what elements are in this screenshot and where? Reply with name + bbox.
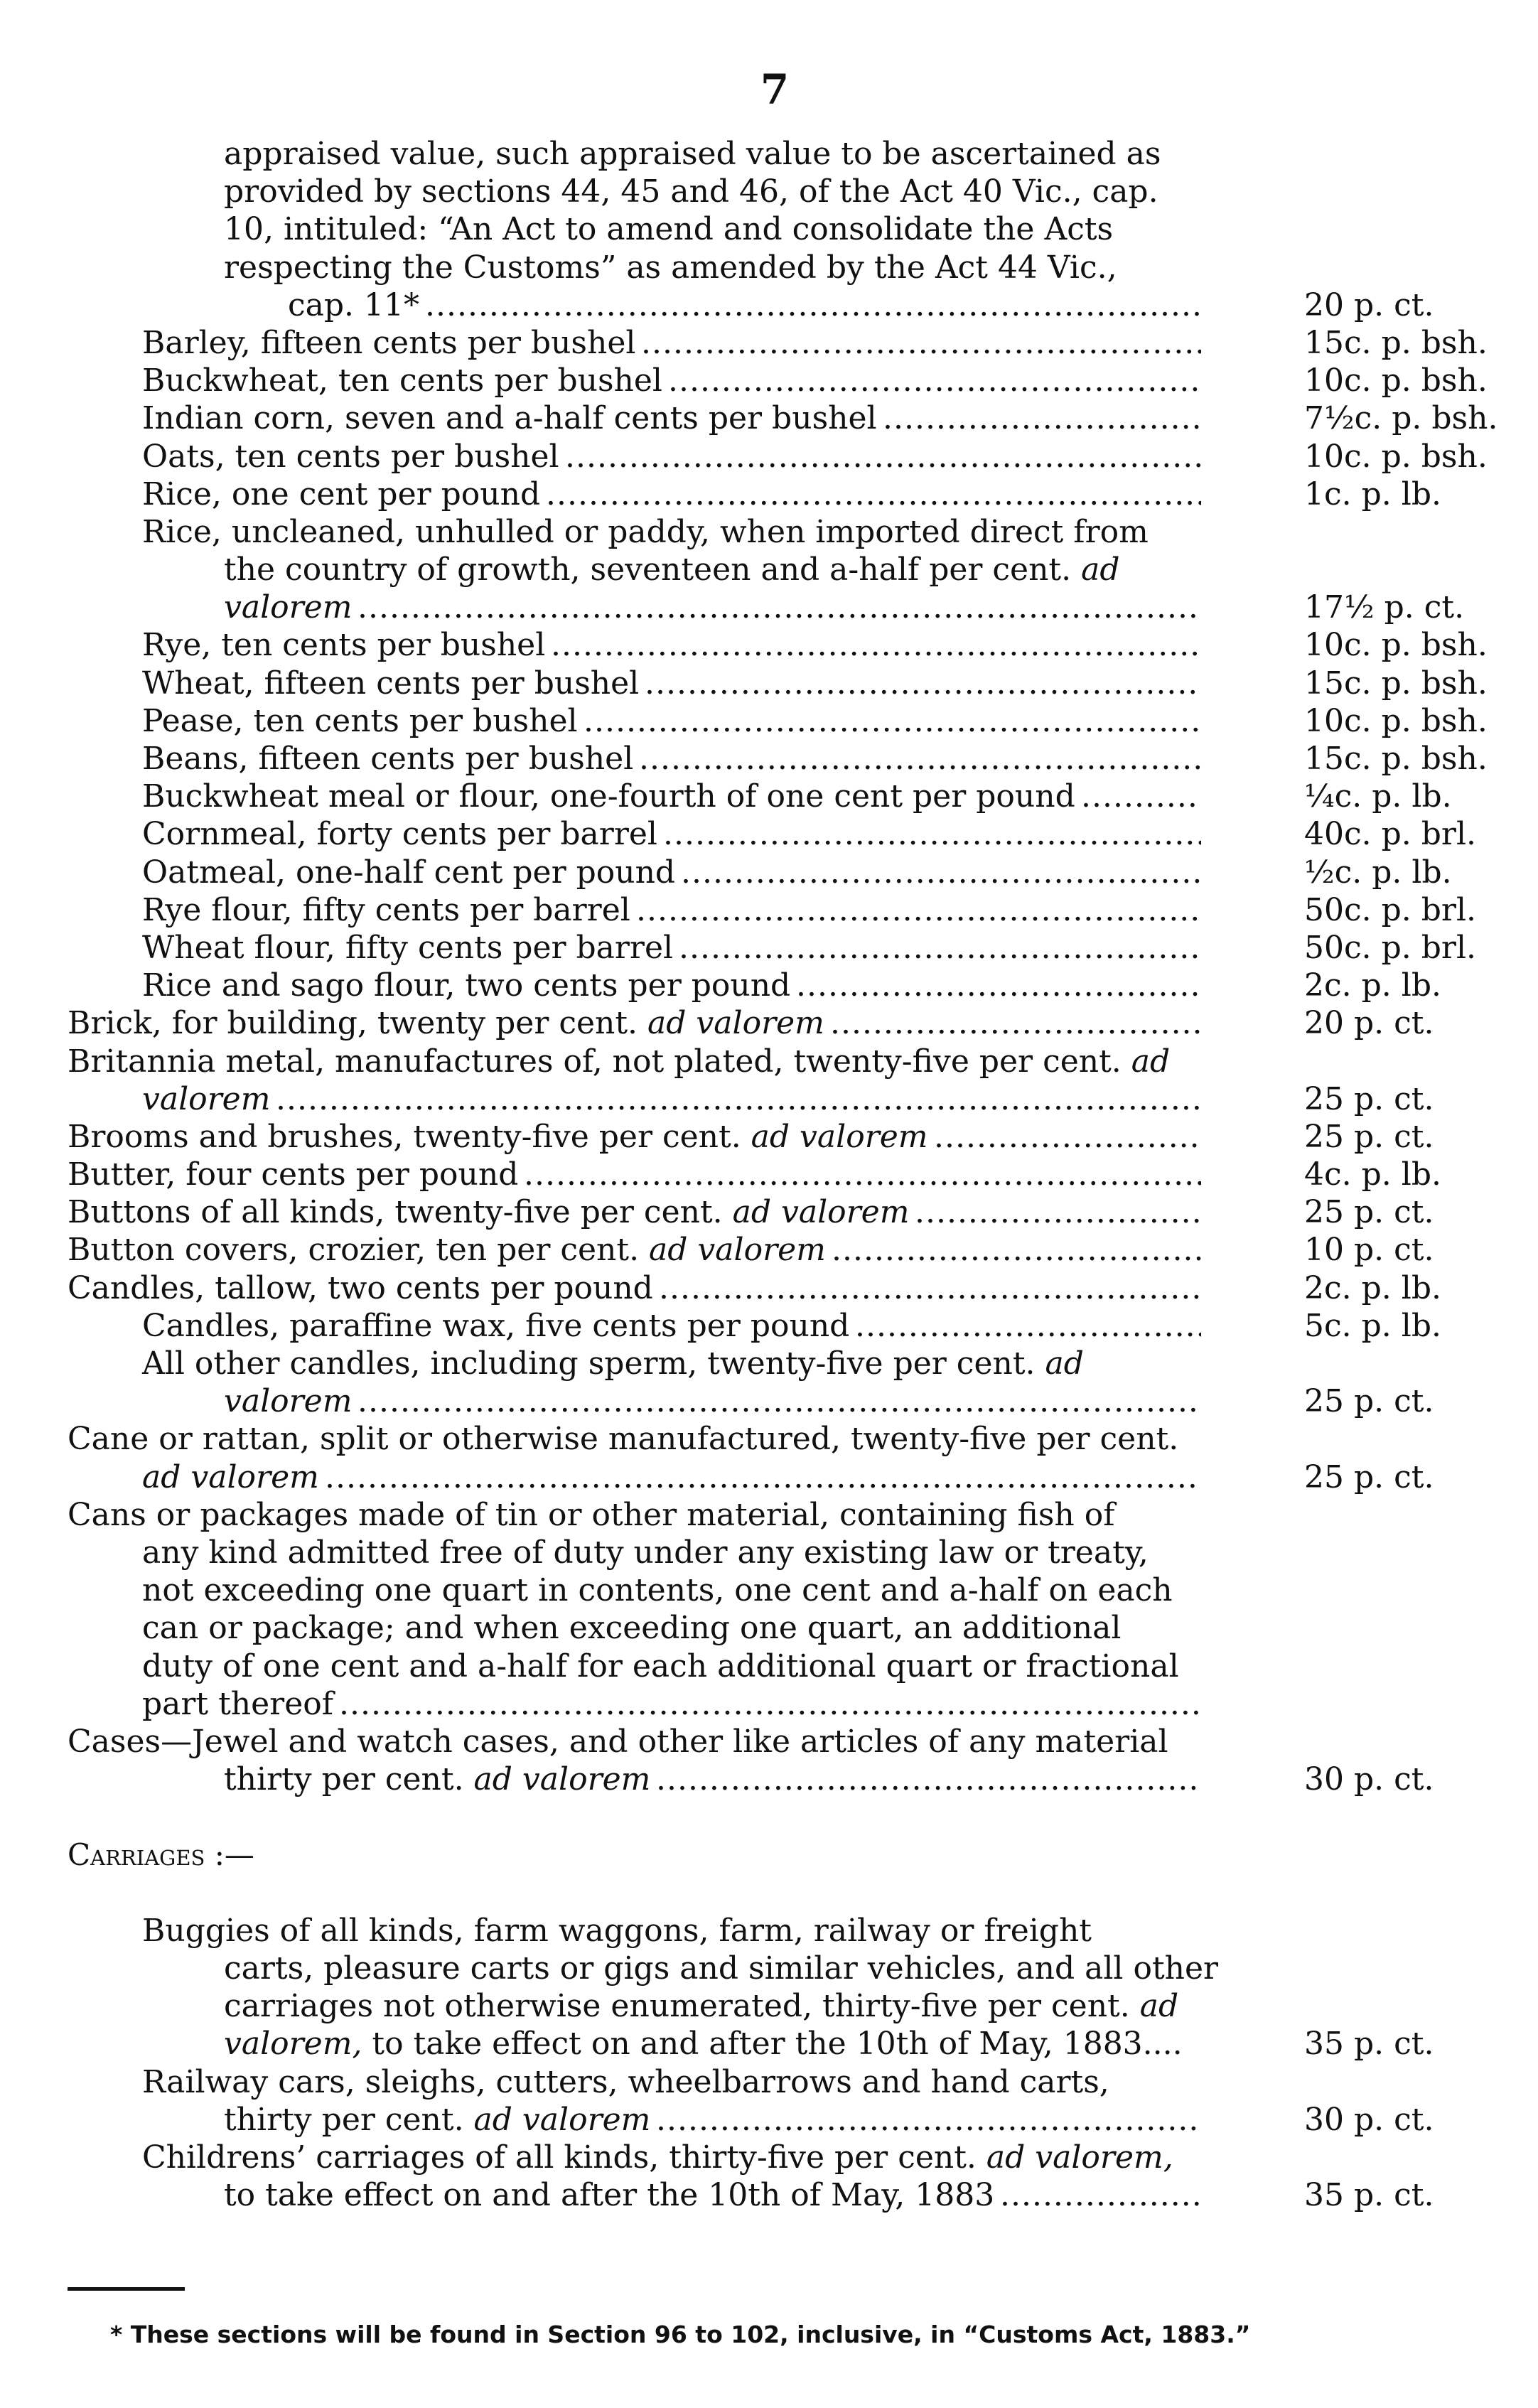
- leader-dots: [883, 399, 1201, 437]
- leader-dots: [656, 1761, 1201, 1798]
- line-text: respecting the Customs” as amended by the Act 44 Vic.,: [224, 249, 1117, 286]
- tariff-line: [68, 1723, 1475, 1761]
- duty-rate: 5c. p. lb.: [1304, 1307, 1441, 1344]
- tariff-line: [68, 1761, 1475, 1798]
- duty-rate: 30 p. ct.: [1304, 2101, 1434, 2138]
- tariff-line: [68, 1609, 1475, 1647]
- tariff-line: [68, 399, 1498, 437]
- leader-dots: [659, 1269, 1201, 1307]
- leader-dots: [855, 1307, 1201, 1345]
- line-text: Cases—Jewel and watch cases, and other like articles of any material: [68, 1723, 1168, 1760]
- line-text: part thereof: [142, 1685, 334, 1722]
- tariff-line: [68, 475, 1475, 513]
- line-text: ad valorem: [142, 1458, 319, 1495]
- footnote: * These sections will be found in Section 96 to 102, inclusive, in “Customs Act, 1883.”: [110, 2321, 1251, 2348]
- duty-rate: 2c. p. lb.: [1304, 1269, 1441, 1306]
- leader-dots: [915, 1193, 1201, 1231]
- duty-rate: 7½c. p. bsh.: [1304, 400, 1498, 437]
- duty-rate: 10c. p. bsh.: [1304, 702, 1488, 739]
- duty-rate: 30 p. ct.: [1304, 1761, 1434, 1798]
- line-text: valorem: [224, 589, 353, 626]
- line-text: duty of one cent and a-half for each additional quart or fractional: [142, 1648, 1179, 1684]
- duty-rate: ½c. p. lb.: [1304, 854, 1452, 891]
- duty-rate: 50c. p. brl.: [1304, 929, 1476, 966]
- leader-dots: [425, 286, 1201, 324]
- tariff-line: [68, 249, 1475, 286]
- leader-dots: [276, 1080, 1201, 1118]
- leader-dots: [636, 891, 1201, 929]
- tariff-line: [68, 1080, 1475, 1118]
- line-text: Brooms and brushes, twenty-five per cent. ad valorem: [68, 1118, 928, 1155]
- line-text: Cans or packages made of tin or other material, containing fish of: [68, 1496, 1115, 1533]
- leader-dots: [1081, 778, 1201, 815]
- duty-rate: 25 p. ct.: [1304, 1080, 1434, 1117]
- tariff-line: [68, 967, 1475, 1004]
- line-text: Rye flour, fifty cents per barrel: [142, 891, 630, 928]
- tariff-line: [68, 2176, 1475, 2214]
- line-text: Oatmeal, one-half cent per pound: [142, 854, 676, 891]
- line-text: can or package; and when exceeding one quart, an additional: [142, 1610, 1122, 1647]
- duty-rate: 50c. p. brl.: [1304, 891, 1476, 928]
- leader-dots: [656, 2101, 1201, 2139]
- leader-dots: [1000, 2176, 1201, 2214]
- tariff-line: [68, 1118, 1475, 1156]
- duty-rate: 25 p. ct.: [1304, 1458, 1434, 1495]
- line-text: Oats, ten cents per bushel: [142, 438, 559, 475]
- duty-rate: 10 p. ct.: [1304, 1232, 1434, 1269]
- page-number: 7: [760, 65, 790, 114]
- duty-rate: 2c. p. lb.: [1304, 967, 1441, 1004]
- line-text: Railway cars, sleighs, cutters, wheelbarrows and hand carts,: [142, 2063, 1109, 2100]
- duty-rate: 1c. p. lb.: [1304, 475, 1441, 512]
- line-text: Carriages :—: [68, 1837, 254, 1873]
- tariff-line: [68, 702, 1488, 740]
- tariff-line: [68, 665, 1488, 702]
- duty-rate: 25 p. ct.: [1304, 1383, 1434, 1420]
- tariff-line: [68, 1231, 1475, 1269]
- tariff-line: [68, 362, 1488, 399]
- tariff-line: [68, 626, 1488, 664]
- line-text: Buttons of all kinds, twenty-five per cent. ad valorem: [68, 1194, 910, 1231]
- leader-dots: [681, 854, 1201, 891]
- tariff-line: [68, 929, 1475, 967]
- line-text: Cornmeal, forty cents per barrel: [142, 816, 657, 853]
- footnote-rule: [68, 2287, 185, 2291]
- leader-dots: [832, 1231, 1201, 1269]
- duty-rate: 10c. p. bsh.: [1304, 438, 1488, 475]
- duty-rate: 35 p. ct.: [1304, 2026, 1434, 2063]
- line-text: Britannia metal, manufactures of, not plated, twenty-five per cent. ad: [68, 1043, 1171, 1080]
- leader-dots: [565, 438, 1201, 475]
- leader-dots: [830, 1004, 1201, 1042]
- tariff-line: [68, 815, 1475, 853]
- leader-dots: [645, 665, 1201, 702]
- tariff-line: [68, 2025, 1475, 2063]
- tariff-line: [68, 1534, 1475, 1571]
- tariff-line: [68, 324, 1488, 362]
- duty-rate: 10c. p. bsh.: [1304, 362, 1488, 399]
- leader-dots: [584, 702, 1201, 740]
- line-text: Indian corn, seven and a-half cents per bushel: [142, 400, 877, 437]
- tariff-line: [68, 286, 1475, 324]
- leader-dots: [663, 815, 1201, 853]
- tariff-line: [68, 2063, 1475, 2101]
- line-text: valorem: [142, 1080, 271, 1117]
- tariff-line: [68, 1382, 1475, 1420]
- line-text: Brick, for building, twenty per cent. ad valorem: [68, 1005, 824, 1042]
- duty-rate: 15c. p. bsh.: [1304, 741, 1488, 777]
- tariff-line: [68, 1307, 1475, 1345]
- line-text: Rice, uncleaned, unhulled or paddy, when imported direct from: [142, 513, 1149, 550]
- line-text: Rice and sago flour, two cents per pound: [142, 967, 791, 1004]
- line-text: Rice, one cent per pound: [142, 475, 541, 512]
- tariff-line: [68, 2139, 1475, 2176]
- tariff-line: [68, 1950, 1475, 1987]
- tariff-line: [68, 1912, 1475, 1950]
- tariff-line: [68, 1004, 1475, 1042]
- line-text: Candles, tallow, two cents per pound: [68, 1269, 653, 1306]
- leader-dots: [796, 967, 1201, 1004]
- line-text: to take effect on and after the 10th of May, 1883: [224, 2177, 995, 2214]
- leader-dots: [524, 1156, 1201, 1193]
- duty-rate: 40c. p. brl.: [1304, 816, 1476, 853]
- tariff-line: [68, 551, 1475, 588]
- leader-dots: [641, 324, 1201, 362]
- line-text: Butter, four cents per pound: [68, 1156, 519, 1193]
- line-text: Rye, ten cents per bushel: [142, 627, 546, 664]
- leader-dots: [668, 362, 1201, 399]
- tariff-line: [68, 1156, 1475, 1193]
- leader-dots: [339, 1685, 1201, 1723]
- line-text: Wheat flour, fifty cents per barrel: [142, 929, 674, 966]
- leader-dots: [551, 626, 1201, 664]
- tariff-line: [68, 1987, 1475, 2025]
- duty-rate: 10c. p. bsh.: [1304, 627, 1488, 664]
- line-text: Button covers, crozier, ten per cent. ad valorem: [68, 1232, 826, 1269]
- tariff-line: [68, 135, 1475, 173]
- tariff-line: [68, 513, 1475, 551]
- duty-rate: 4c. p. lb.: [1304, 1156, 1441, 1193]
- tariff-line: [68, 1685, 1475, 1723]
- duty-rate: 25 p. ct.: [1304, 1118, 1434, 1155]
- line-text: Barley, fifteen cents per bushel: [142, 324, 636, 361]
- leader-dots: [934, 1118, 1201, 1156]
- tariff-line: [68, 1193, 1475, 1231]
- line-text: Pease, ten cents per bushel: [142, 702, 578, 739]
- line-text: valorem, to take effect on and after the 10th of May, 1883....: [224, 2026, 1183, 2063]
- line-text: the country of growth, seventeen and a-half per cent. ad: [224, 552, 1120, 588]
- line-text: cap. 11*: [288, 286, 420, 323]
- tariff-line: [68, 2101, 1475, 2139]
- tariff-line: [68, 438, 1488, 475]
- tariff-line: [68, 1496, 1475, 1534]
- line-text: Buckwheat, ten cents per bushel: [142, 362, 662, 399]
- tariff-line: [68, 210, 1475, 248]
- duty-rate: 35 p. ct.: [1304, 2177, 1434, 2214]
- spacer: [68, 1874, 1475, 1912]
- line-text: appraised value, such appraised value to be ascertained as: [224, 136, 1161, 172]
- duty-rate: 15c. p. bsh.: [1304, 324, 1488, 361]
- line-text: All other candles, including sperm, twenty-five per cent. ad: [142, 1345, 1084, 1382]
- duty-rate: 17½ p. ct.: [1304, 589, 1465, 626]
- duty-rate: 20 p. ct.: [1304, 286, 1434, 323]
- leader-dots: [357, 1382, 1201, 1420]
- leader-dots: [325, 1458, 1201, 1496]
- section-heading: [68, 1836, 1475, 1874]
- duty-rate: 15c. p. bsh.: [1304, 665, 1488, 702]
- line-text: Buggies of all kinds, farm waggons, farm, railway or freight: [142, 1912, 1092, 1949]
- tariff-line: [68, 854, 1475, 891]
- tariff-line: [68, 173, 1475, 210]
- leader-dots: [639, 740, 1201, 778]
- line-text: provided by sections 44, 45 and 46, of the Act 40 Vic., cap.: [224, 173, 1158, 210]
- duty-rate: ¼c. p. lb.: [1304, 778, 1452, 815]
- line-text: carts, pleasure carts or gigs and similar vehicles, and all other: [224, 1950, 1219, 1987]
- duty-rate: 20 p. ct.: [1304, 1005, 1434, 1042]
- duty-rate: 25 p. ct.: [1304, 1194, 1434, 1231]
- tariff-line: [68, 1420, 1475, 1458]
- leader-dots: [357, 588, 1201, 626]
- tariff-line: [68, 1345, 1475, 1382]
- line-text: any kind admitted free of duty under any existing law or treaty,: [142, 1534, 1149, 1571]
- line-text: Cane or rattan, split or otherwise manufactured, twenty-five per cent.: [68, 1421, 1179, 1458]
- line-text: thirty per cent. ad valorem: [224, 1761, 651, 1798]
- line-text: 10, intituled: “An Act to amend and consolidate the Acts: [224, 211, 1114, 248]
- tariff-line: [68, 588, 1475, 626]
- line-text: Wheat, fifteen cents per bushel: [142, 665, 640, 702]
- line-text: Beans, fifteen cents per bushel: [142, 741, 634, 777]
- line-text: Candles, paraffine wax, five cents per pound: [142, 1307, 850, 1344]
- tariff-line: [68, 740, 1488, 778]
- line-text: thirty per cent. ad valorem: [224, 2101, 651, 2138]
- leader-dots: [679, 929, 1201, 967]
- tariff-line: [68, 891, 1475, 929]
- line-text: Childrens’ carriages of all kinds, thirty-five per cent. ad valorem,: [142, 2139, 1173, 2176]
- tariff-line: [68, 1648, 1475, 1685]
- spacer: [68, 1798, 1475, 1836]
- tariff-line: [68, 778, 1475, 815]
- line-text: Buckwheat meal or flour, one-fourth of one cent per pound: [142, 778, 1075, 815]
- tariff-line: [68, 1269, 1475, 1307]
- line-text: carriages not otherwise enumerated, thirty-five per cent. ad: [224, 1988, 1179, 2025]
- leader-dots: [546, 475, 1201, 513]
- line-text: valorem: [224, 1383, 353, 1420]
- tariff-line: [68, 1043, 1475, 1080]
- tariff-line: [68, 1458, 1475, 1496]
- tariff-line: [68, 1571, 1475, 1609]
- line-text: not exceeding one quart in contents, one cent and a-half on each: [142, 1572, 1173, 1609]
- tariff-list: [68, 135, 1498, 2214]
